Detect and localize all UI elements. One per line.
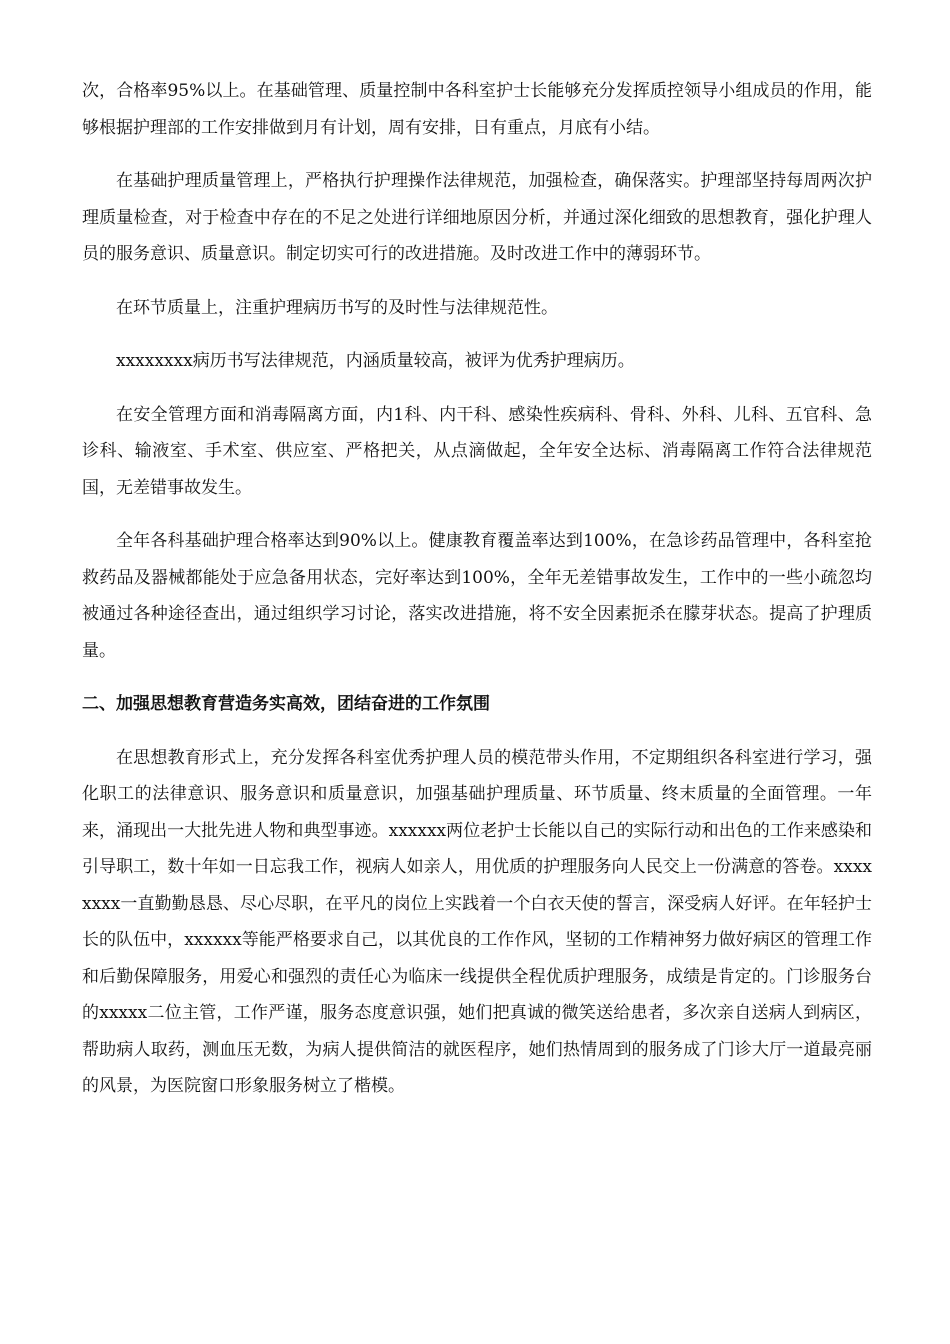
paragraph-annual-rates: 全年各科基础护理合格率达到90%以上。健康教育覆盖率达到100%，在急诊药品管理中，各科室抢救药品及器械都能处于应急备用状态，完好率达到100%，全年无差错事故发生，工作中的一些小疏忽均被通过各种途径查出，通过组织学习讨论，落实改进措施，将不安全因素扼杀在朦芽状态。提高了护理质量。 [82,531,872,661]
section-heading: 二、加强思想教育营造务实高效，团结奋进的工作氛围 [82,694,490,714]
paragraph-excellent-records: xxxxxxxx病历书写法律规范，内涵质量较高，被评为优秀护理病历。 [116,351,635,371]
paragraph-basic-nursing-quality: 在基础护理质量管理上，严格执行护理操作法律规范，加强检查，确保落实。护理部坚持每周两次护理质量检查，对于检查中存在的不足之处进行详细地原因分析，并通过深化细致的思想教育，强化护理人员的服务意识、质量意识。制定切实可行的改进措施。及时改进工作中的薄弱环节。 [82,171,872,264]
document-body [82,73,872,1122]
paragraph-safety-management: 在安全管理方面和消毒隔离方面，内1科、内干科、感染性疾病科、骨科、外科、儿科、五官科、急诊科、输液室、手术室、供应室、严格把关，从点滴做起，全年安全达标、消毒隔离工作符合法律规范国，无差错事故发生。 [82,404,872,498]
paragraph-continuation: 次，合格率95%以上。在基础管理、质量控制中各科室护士长能够充分发挥质控领导小组成员的作用，能够根据护理部的工作安排做到月有计划，周有安排，日有重点，月底有小结。 [82,81,872,138]
paragraph-ideological-education: 在思想教育形式上，充分发挥各科室优秀护理人员的模范带头作用，不定期组织各科室进行学习，强化职工的法律意识、服务意识和质量意识，加强基础护理质量、环节质量、终末质量的全面管理。一年来，涌现出一大批先进人物和典型事迹。xxxxxx两位老护士长能以自己的实际行动和出色的工作来感染和引导职工，数十年如一日忘我工作，视病人如亲人，用优质的护理服务向人民交上一份满意的答卷。xxxxxxxx一直勤勤恳恳、尽心尽职，在平凡的岗位上实践着一个白衣天使的誓言，深受病人好评。在年轻护士长的队伍中，xxxxxx等能严格要求自己，以其优良的工作作风，坚韧的工作精神努力做好病区的管理工作和后勤保障服务，用爱心和强烈的责任心为临床一线提供全程优质护理服务，成绩是肯定的。门诊服务台的xxxxx二位主管，工作严谨，服务态度意识强，她们把真诚的微笑送给患者，多次亲自送病人到病区，帮助病人取药，测血压无数，为病人提供简洁的就医程序，她们热情周到的服务成了门诊大厅一道最亮丽的风景，为医院窗口形象服务树立了楷模。 [82,747,872,1096]
paragraph-link-quality: 在环节质量上，注重护理病历书写的及时性与法律规范性。 [116,297,558,318]
